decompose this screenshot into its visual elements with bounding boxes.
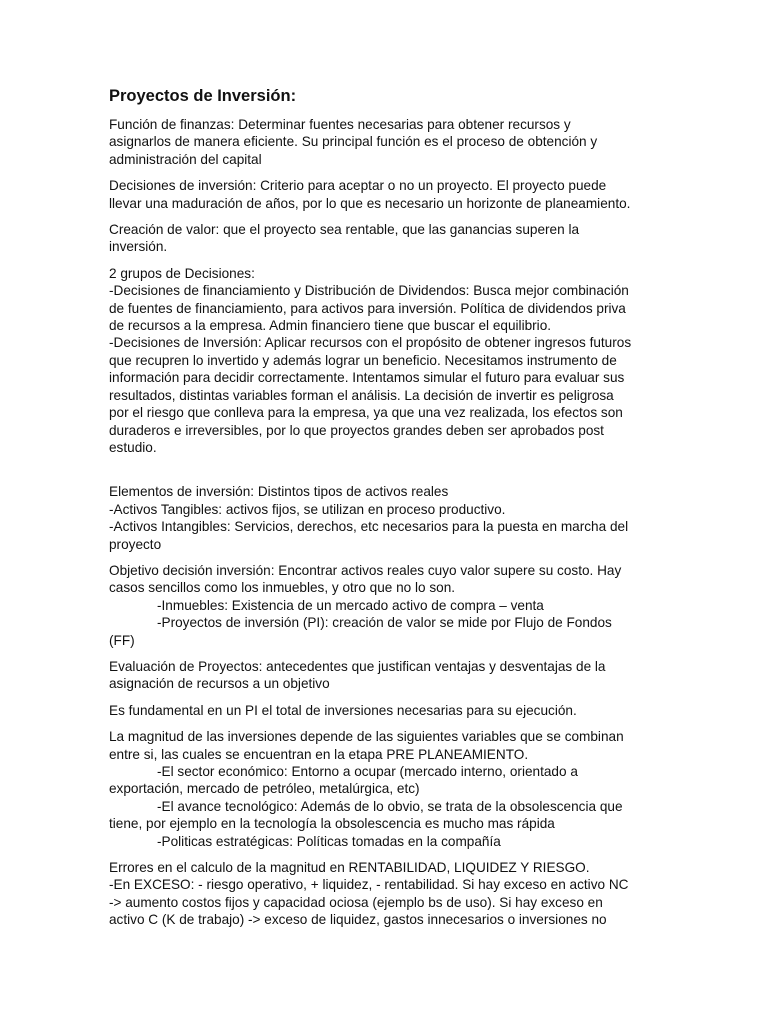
paragraph — [109, 562, 669, 649]
paragraph — [109, 483, 669, 553]
paragraph — [109, 859, 669, 929]
text-line: (FF) — [109, 632, 135, 648]
paragraph — [109, 177, 669, 212]
text-line: asignación de recursos a un objetivo — [109, 676, 330, 692]
text-line: Es fundamental en un PI el total de inversiones necesarias para su ejecución. — [109, 702, 577, 718]
text-line: de fuentes de financiamiento, para activos para inversión. Política de dividendos priva — [109, 300, 626, 316]
text-line: -Decisiones de financiamiento y Distribución de Dividendos: Busca mejor combinación — [109, 283, 629, 299]
text-line: información para decidir correctamente. Intentamos simular el futuro para evaluar sus — [109, 370, 625, 386]
text-line: 2 grupos de Decisiones: — [109, 265, 255, 281]
text-line: Función de finanzas: Determinar fuentes necesarias para obtener recursos y — [109, 117, 571, 132]
text-line: Elementos de inversión: Distintos tipos de activos reales — [109, 484, 449, 500]
text-line: inversión. — [109, 239, 168, 255]
document-body — [109, 116, 669, 929]
text-line: Evaluación de Proyectos: antecedentes que justifican ventajas y desventajas de la — [109, 658, 606, 674]
text-line: por el riesgo que conlleva para la empresa, ya que una vez realizada, los efectos son — [109, 405, 623, 421]
text-line: entre si, las cuales se encuentran en la etapa PRE PLANEAMIENTO. — [109, 746, 529, 762]
text-line: -Politicas estratégicas: Políticas tomadas en la compañía — [157, 833, 501, 849]
paragraph — [109, 221, 669, 256]
document-title: Proyectos de Inversión: — [109, 87, 297, 105]
paragraph — [109, 702, 669, 719]
text-line: activo C (K de trabajo) -> exceso de liquidez, gastos innecesarios o inversiones no — [109, 912, 607, 928]
text-line: -Activos Intangibles: Servicios, derechos, etc necesarios para la puesta en marcha del — [109, 519, 629, 535]
paragraph — [109, 658, 669, 693]
text-line: Errores en el calculo de la magnitud en RENTABILIDAD, LIQUIDEZ Y RIESGO. — [109, 860, 590, 876]
text-line: que recupren lo invertido y además lograr un beneficio. Necesitamos instrumento de — [109, 352, 617, 368]
paragraph-spacer — [109, 465, 669, 483]
text-line: tiene, por ejemplo en la tecnología la obsolescencia es mucho mas rápida — [109, 816, 555, 832]
text-line: -El avance tecnológico: Además de lo obvio, se trata de la obsolescencia que — [157, 798, 623, 814]
text-line: estudio. — [109, 439, 157, 455]
text-line: -El sector económico: Entorno a ocupar (mercado interno, orientado a — [157, 764, 578, 779]
paragraph — [109, 265, 669, 456]
text-line: -Decisiones de Inversión: Aplicar recursos con el propósito de obtener ingresos futuros — [109, 335, 632, 351]
text-line: de recursos a la empresa. Admin financiero tiene que buscar el equilibrio. — [109, 318, 552, 334]
text-line: Creación de valor: que el proyecto sea rentable, que las ganancias superen la — [109, 222, 580, 238]
text-line: proyecto — [109, 536, 162, 552]
text-line: duraderos e irreversibles, por lo que proyectos grandes deben ser aprobados post — [109, 422, 604, 438]
text-line: Objetivo decisión inversión: Encontrar activos reales cuyo valor supere su costo. Hay — [109, 562, 622, 578]
text-line: -Activos Tangibles: activos fijos, se utilizan en proceso productivo. — [109, 501, 506, 517]
text-line: La magnitud de las inversiones depende de las siguientes variables que se combinan — [109, 729, 624, 745]
text-line: -En EXCESO: - riesgo operativo, + liquidez, - rentabilidad. Si hay exceso en activo NC — [109, 877, 629, 893]
text-line: llevar una maduración de años, por lo que es necesario un horizonte de planeamiento. — [109, 195, 631, 211]
text-line: -Inmuebles: Existencia de un mercado activo de compra – venta — [157, 597, 544, 613]
paragraph — [109, 728, 669, 850]
text-line: exportación, mercado de petróleo, metalúrgica, etc) — [109, 781, 420, 797]
text-line: asignarlos de manera eficiente. Su principal función es el proceso de obtención y — [109, 134, 598, 150]
text-line: casos sencillos como los inmuebles, y otro que no lo son. — [109, 580, 456, 596]
text-line: -> aumento costos fijos y capacidad ociosa (ejemplo bs de uso). Si hay exceso en — [109, 894, 603, 910]
text-line: administración del capital — [109, 151, 262, 167]
document-page — [109, 86, 669, 938]
text-line: Decisiones de inversión: Criterio para aceptar o no un proyecto. El proyecto puede — [109, 178, 607, 194]
text-line: resultados, distintas variables forman el análisis. La decisión de invertir es peligrosa — [109, 387, 614, 403]
text-line: -Proyectos de inversión (PI): creación de valor se mide por Flujo de Fondos — [157, 615, 612, 631]
paragraph — [109, 116, 669, 168]
